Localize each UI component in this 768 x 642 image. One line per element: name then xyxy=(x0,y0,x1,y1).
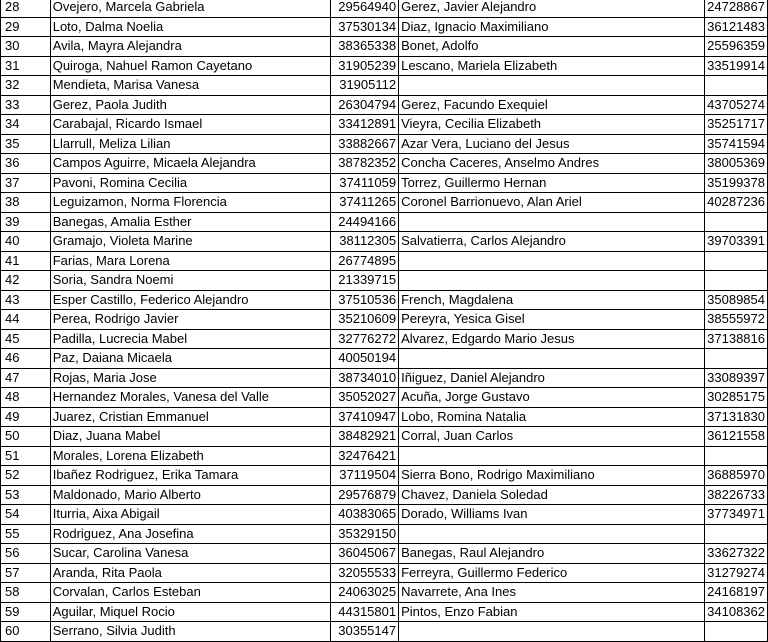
primary-id-cell: 24494166 xyxy=(331,212,399,232)
primary-id-cell: 35052027 xyxy=(331,388,399,408)
secondary-id-cell: 37138816 xyxy=(705,329,768,349)
table-row xyxy=(1,368,768,388)
row-number-cell: 29 xyxy=(1,17,51,37)
primary-name-cell: Padilla, Lucrecia Mabel xyxy=(50,329,330,349)
secondary-id-cell xyxy=(705,212,768,232)
secondary-id-cell: 40287236 xyxy=(705,193,768,213)
secondary-id-cell: 35251717 xyxy=(705,115,768,135)
primary-id-cell: 36045067 xyxy=(331,544,399,564)
primary-name-cell: Aranda, Rita Paola xyxy=(50,563,330,583)
roster-table-body xyxy=(1,0,768,641)
primary-id-cell: 37411265 xyxy=(331,193,399,213)
secondary-name-cell xyxy=(399,349,705,369)
row-number-cell: 36 xyxy=(1,154,51,174)
row-number-cell: 35 xyxy=(1,134,51,154)
row-number-cell: 43 xyxy=(1,290,51,310)
primary-name-cell: Corvalan, Carlos Esteban xyxy=(50,583,330,603)
secondary-name-cell: Lescano, Mariela Elizabeth xyxy=(399,56,705,76)
secondary-id-cell: 35199378 xyxy=(705,173,768,193)
secondary-id-cell: 30285175 xyxy=(705,388,768,408)
primary-id-cell: 31905239 xyxy=(331,56,399,76)
primary-id-cell: 35210609 xyxy=(331,310,399,330)
secondary-name-cell: Salvatierra, Carlos Alejandro xyxy=(399,232,705,252)
table-row xyxy=(1,388,768,408)
secondary-name-cell: Banegas, Raul Alejandro xyxy=(399,544,705,564)
primary-id-cell: 31905112 xyxy=(331,76,399,96)
row-number-cell: 48 xyxy=(1,388,51,408)
row-number-cell: 30 xyxy=(1,37,51,57)
primary-name-cell: Gerez, Paola Judith xyxy=(50,95,330,115)
table-row xyxy=(1,563,768,583)
row-number-cell: 47 xyxy=(1,368,51,388)
secondary-id-cell xyxy=(705,76,768,96)
secondary-id-cell: 33519914 xyxy=(705,56,768,76)
primary-name-cell: Banegas, Amalia Esther xyxy=(50,212,330,232)
table-row xyxy=(1,407,768,427)
table-row xyxy=(1,310,768,330)
primary-id-cell: 37411059 xyxy=(331,173,399,193)
table-row xyxy=(1,349,768,369)
secondary-id-cell: 36885970 xyxy=(705,466,768,486)
primary-name-cell: Soria, Sandra Noemi xyxy=(50,271,330,291)
secondary-id-cell xyxy=(705,271,768,291)
row-number-cell: 44 xyxy=(1,310,51,330)
secondary-name-cell: Chavez, Daniela Soledad xyxy=(399,485,705,505)
secondary-id-cell: 34108362 xyxy=(705,602,768,622)
table-row xyxy=(1,134,768,154)
secondary-name-cell: Gerez, Javier Alejandro xyxy=(399,0,705,17)
primary-name-cell: Rojas, Maria Jose xyxy=(50,368,330,388)
primary-id-cell: 33412891 xyxy=(331,115,399,135)
row-number-cell: 39 xyxy=(1,212,51,232)
secondary-id-cell: 24168197 xyxy=(705,583,768,603)
row-number-cell: 28 xyxy=(1,0,51,17)
row-number-cell: 32 xyxy=(1,76,51,96)
row-number-cell: 50 xyxy=(1,427,51,447)
table-row xyxy=(1,290,768,310)
table-row xyxy=(1,446,768,466)
secondary-id-cell xyxy=(705,349,768,369)
primary-id-cell: 44315801 xyxy=(331,602,399,622)
row-number-cell: 57 xyxy=(1,563,51,583)
primary-id-cell: 38782352 xyxy=(331,154,399,174)
primary-id-cell: 33882667 xyxy=(331,134,399,154)
primary-name-cell: Hernandez Morales, Vanesa del Valle xyxy=(50,388,330,408)
secondary-id-cell: 35089854 xyxy=(705,290,768,310)
table-row xyxy=(1,95,768,115)
table-row xyxy=(1,212,768,232)
table-row xyxy=(1,427,768,447)
primary-name-cell: Perea, Rodrigo Javier xyxy=(50,310,330,330)
secondary-id-cell xyxy=(705,251,768,271)
secondary-id-cell: 38005369 xyxy=(705,154,768,174)
secondary-name-cell: Corral, Juan Carlos xyxy=(399,427,705,447)
secondary-name-cell: Pereyra, Yesica Gisel xyxy=(399,310,705,330)
secondary-id-cell: 25596359 xyxy=(705,37,768,57)
secondary-name-cell: Azar Vera, Luciano del Jesus xyxy=(399,134,705,154)
table-row xyxy=(1,524,768,544)
secondary-id-cell xyxy=(705,622,768,642)
table-row xyxy=(1,505,768,525)
secondary-name-cell xyxy=(399,271,705,291)
row-number-cell: 45 xyxy=(1,329,51,349)
primary-id-cell: 21339715 xyxy=(331,271,399,291)
primary-name-cell: Farias, Mara Lorena xyxy=(50,251,330,271)
primary-name-cell: Carabajal, Ricardo Ismael xyxy=(50,115,330,135)
primary-id-cell: 38365338 xyxy=(331,37,399,57)
primary-id-cell: 37119504 xyxy=(331,466,399,486)
secondary-id-cell: 37131830 xyxy=(705,407,768,427)
secondary-name-cell: Coronel Barrionuevo, Alan Ariel xyxy=(399,193,705,213)
secondary-name-cell: Acuña, Jorge Gustavo xyxy=(399,388,705,408)
primary-name-cell: Ibañez Rodriguez, Erika Tamara xyxy=(50,466,330,486)
primary-name-cell: Aguilar, Miquel Rocio xyxy=(50,602,330,622)
row-number-cell: 56 xyxy=(1,544,51,564)
row-number-cell: 40 xyxy=(1,232,51,252)
table-row xyxy=(1,544,768,564)
primary-id-cell: 35329150 xyxy=(331,524,399,544)
secondary-id-cell: 33627322 xyxy=(705,544,768,564)
primary-id-cell: 24063025 xyxy=(331,583,399,603)
secondary-id-cell: 36121483 xyxy=(705,17,768,37)
primary-id-cell: 32476421 xyxy=(331,446,399,466)
primary-name-cell: Llarrull, Meliza Lilian xyxy=(50,134,330,154)
row-number-cell: 51 xyxy=(1,446,51,466)
table-row xyxy=(1,154,768,174)
table-row xyxy=(1,37,768,57)
row-number-cell: 59 xyxy=(1,602,51,622)
primary-id-cell: 29564940 xyxy=(331,0,399,17)
table-row xyxy=(1,251,768,271)
secondary-name-cell: Concha Caceres, Anselmo Andres xyxy=(399,154,705,174)
secondary-name-cell xyxy=(399,76,705,96)
row-number-cell: 31 xyxy=(1,56,51,76)
primary-id-cell: 32776272 xyxy=(331,329,399,349)
secondary-id-cell xyxy=(705,446,768,466)
table-row xyxy=(1,271,768,291)
table-row xyxy=(1,466,768,486)
primary-name-cell: Pavoni, Romina Cecilia xyxy=(50,173,330,193)
primary-id-cell: 30355147 xyxy=(331,622,399,642)
secondary-id-cell: 39703391 xyxy=(705,232,768,252)
row-number-cell: 53 xyxy=(1,485,51,505)
primary-name-cell: Avila, Mayra Alejandra xyxy=(50,37,330,57)
primary-name-cell: Morales, Lorena Elizabeth xyxy=(50,446,330,466)
primary-name-cell: Ovejero, Marcela Gabriela xyxy=(50,0,330,17)
table-row xyxy=(1,76,768,96)
primary-name-cell: Rodriguez, Ana Josefina xyxy=(50,524,330,544)
primary-id-cell: 40050194 xyxy=(331,349,399,369)
secondary-name-cell xyxy=(399,212,705,232)
secondary-id-cell: 36121558 xyxy=(705,427,768,447)
primary-name-cell: Mendieta, Marisa Vanesa xyxy=(50,76,330,96)
primary-id-cell: 38482921 xyxy=(331,427,399,447)
primary-id-cell: 37510536 xyxy=(331,290,399,310)
secondary-name-cell: Dorado, Williams Ivan xyxy=(399,505,705,525)
primary-name-cell: Paz, Daiana Micaela xyxy=(50,349,330,369)
table-row xyxy=(1,232,768,252)
secondary-name-cell xyxy=(399,622,705,642)
row-number-cell: 34 xyxy=(1,115,51,135)
row-number-cell: 49 xyxy=(1,407,51,427)
primary-id-cell: 37410947 xyxy=(331,407,399,427)
primary-name-cell: Loto, Dalma Noelia xyxy=(50,17,330,37)
primary-id-cell: 29576879 xyxy=(331,485,399,505)
table-row xyxy=(1,583,768,603)
secondary-id-cell: 43705274 xyxy=(705,95,768,115)
secondary-name-cell: Lobo, Romina Natalia xyxy=(399,407,705,427)
secondary-name-cell: Sierra Bono, Rodrigo Maximiliano xyxy=(399,466,705,486)
row-number-cell: 46 xyxy=(1,349,51,369)
primary-name-cell: Gramajo, Violeta Marine xyxy=(50,232,330,252)
secondary-name-cell: French, Magdalena xyxy=(399,290,705,310)
secondary-name-cell: Iñiguez, Daniel Alejandro xyxy=(399,368,705,388)
secondary-name-cell: Alvarez, Edgardo Mario Jesus xyxy=(399,329,705,349)
row-number-cell: 42 xyxy=(1,271,51,291)
primary-id-cell: 38734010 xyxy=(331,368,399,388)
primary-name-cell: Campos Aguirre, Micaela Alejandra xyxy=(50,154,330,174)
secondary-name-cell: Navarrete, Ana Ines xyxy=(399,583,705,603)
secondary-name-cell: Vieyra, Cecilia Elizabeth xyxy=(399,115,705,135)
table-row xyxy=(1,485,768,505)
table-row xyxy=(1,173,768,193)
row-number-cell: 60 xyxy=(1,622,51,642)
table-row xyxy=(1,0,768,17)
secondary-name-cell: Bonet, Adolfo xyxy=(399,37,705,57)
secondary-id-cell: 38555972 xyxy=(705,310,768,330)
secondary-id-cell: 38226733 xyxy=(705,485,768,505)
table-row xyxy=(1,602,768,622)
secondary-name-cell xyxy=(399,251,705,271)
secondary-id-cell: 31279274 xyxy=(705,563,768,583)
primary-name-cell: Serrano, Silvia Judith xyxy=(50,622,330,642)
secondary-id-cell: 35741594 xyxy=(705,134,768,154)
row-number-cell: 37 xyxy=(1,173,51,193)
secondary-name-cell: Diaz, Ignacio Maximiliano xyxy=(399,17,705,37)
row-number-cell: 52 xyxy=(1,466,51,486)
primary-name-cell: Leguizamon, Norma Florencia xyxy=(50,193,330,213)
primary-name-cell: Juarez, Cristian Emmanuel xyxy=(50,407,330,427)
table-row xyxy=(1,115,768,135)
secondary-id-cell: 24728867 xyxy=(705,0,768,17)
primary-id-cell: 26304794 xyxy=(331,95,399,115)
row-number-cell: 41 xyxy=(1,251,51,271)
secondary-name-cell: Torrez, Guillermo Hernan xyxy=(399,173,705,193)
secondary-name-cell: Gerez, Facundo Exequiel xyxy=(399,95,705,115)
table-row xyxy=(1,17,768,37)
primary-id-cell: 32055533 xyxy=(331,563,399,583)
table-row xyxy=(1,622,768,642)
primary-name-cell: Iturria, Aixa Abigail xyxy=(50,505,330,525)
secondary-name-cell: Pintos, Enzo Fabian xyxy=(399,602,705,622)
table-row xyxy=(1,329,768,349)
primary-name-cell: Quiroga, Nahuel Ramon Cayetano xyxy=(50,56,330,76)
row-number-cell: 38 xyxy=(1,193,51,213)
primary-name-cell: Esper Castillo, Federico Alejandro xyxy=(50,290,330,310)
table-row xyxy=(1,193,768,213)
primary-id-cell: 26774895 xyxy=(331,251,399,271)
row-number-cell: 58 xyxy=(1,583,51,603)
primary-id-cell: 40383065 xyxy=(331,505,399,525)
secondary-id-cell xyxy=(705,524,768,544)
row-number-cell: 54 xyxy=(1,505,51,525)
primary-name-cell: Maldonado, Mario Alberto xyxy=(50,485,330,505)
secondary-name-cell xyxy=(399,446,705,466)
primary-name-cell: Sucar, Carolina Vanesa xyxy=(50,544,330,564)
secondary-id-cell: 33089397 xyxy=(705,368,768,388)
row-number-cell: 33 xyxy=(1,95,51,115)
primary-id-cell: 37530134 xyxy=(331,17,399,37)
table-row xyxy=(1,56,768,76)
row-number-cell: 55 xyxy=(1,524,51,544)
primary-id-cell: 38112305 xyxy=(331,232,399,252)
secondary-name-cell: Ferreyra, Guillermo Federico xyxy=(399,563,705,583)
primary-name-cell: Diaz, Juana Mabel xyxy=(50,427,330,447)
secondary-id-cell: 37734971 xyxy=(705,505,768,525)
secondary-name-cell xyxy=(399,524,705,544)
